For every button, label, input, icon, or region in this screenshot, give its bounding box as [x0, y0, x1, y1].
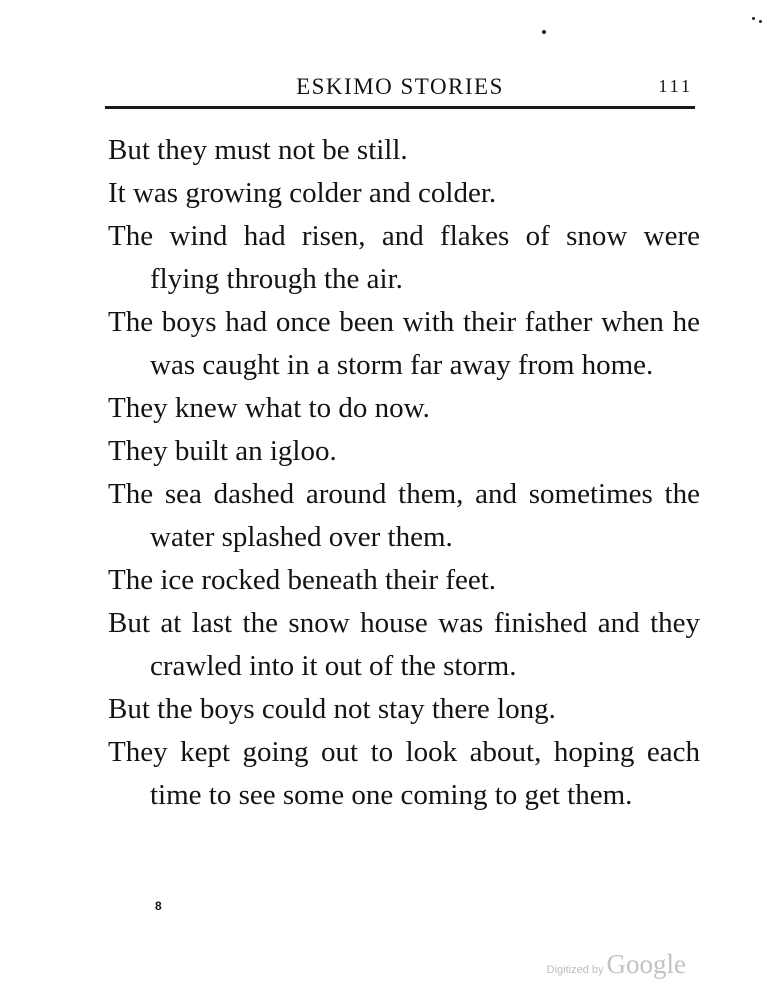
page-number: 111 [658, 76, 693, 96]
paragraph: The boys had once been with their father when he was caught in a storm far away from home. [108, 306, 700, 381]
paragraph: The wind had risen, and flakes of snow were flying through the air. [108, 220, 700, 295]
paragraph: The sea dashed around them, and sometimes the water splashed over them. [108, 478, 700, 553]
watermark-prefix: Digitized by [546, 964, 604, 976]
ink-speck [542, 30, 546, 34]
paragraph: They kept going out to look about, hoping each time to see some one coming to get them. [108, 736, 700, 811]
google-watermark [547, 949, 686, 980]
paragraph: But the boys could not stay there long. [108, 693, 556, 725]
paragraph: They knew what to do now. [108, 392, 430, 424]
paragraph: The ice rocked beneath their feet. [108, 564, 497, 596]
story-text [108, 129, 700, 817]
paragraph: But they must not be still. [108, 134, 408, 166]
running-header [105, 74, 695, 109]
paragraph: But at last the snow house was finished and they crawled into it out of the storm. [108, 607, 700, 682]
paragraph: It was growing colder and colder. [108, 177, 497, 209]
ink-speck [759, 20, 762, 23]
running-title: ESKIMO STORIES [296, 74, 504, 99]
signature-mark: 8 [155, 899, 162, 913]
google-logo: Google [606, 949, 686, 979]
paragraph: They built an igloo. [108, 435, 337, 467]
ink-speck [752, 17, 755, 20]
